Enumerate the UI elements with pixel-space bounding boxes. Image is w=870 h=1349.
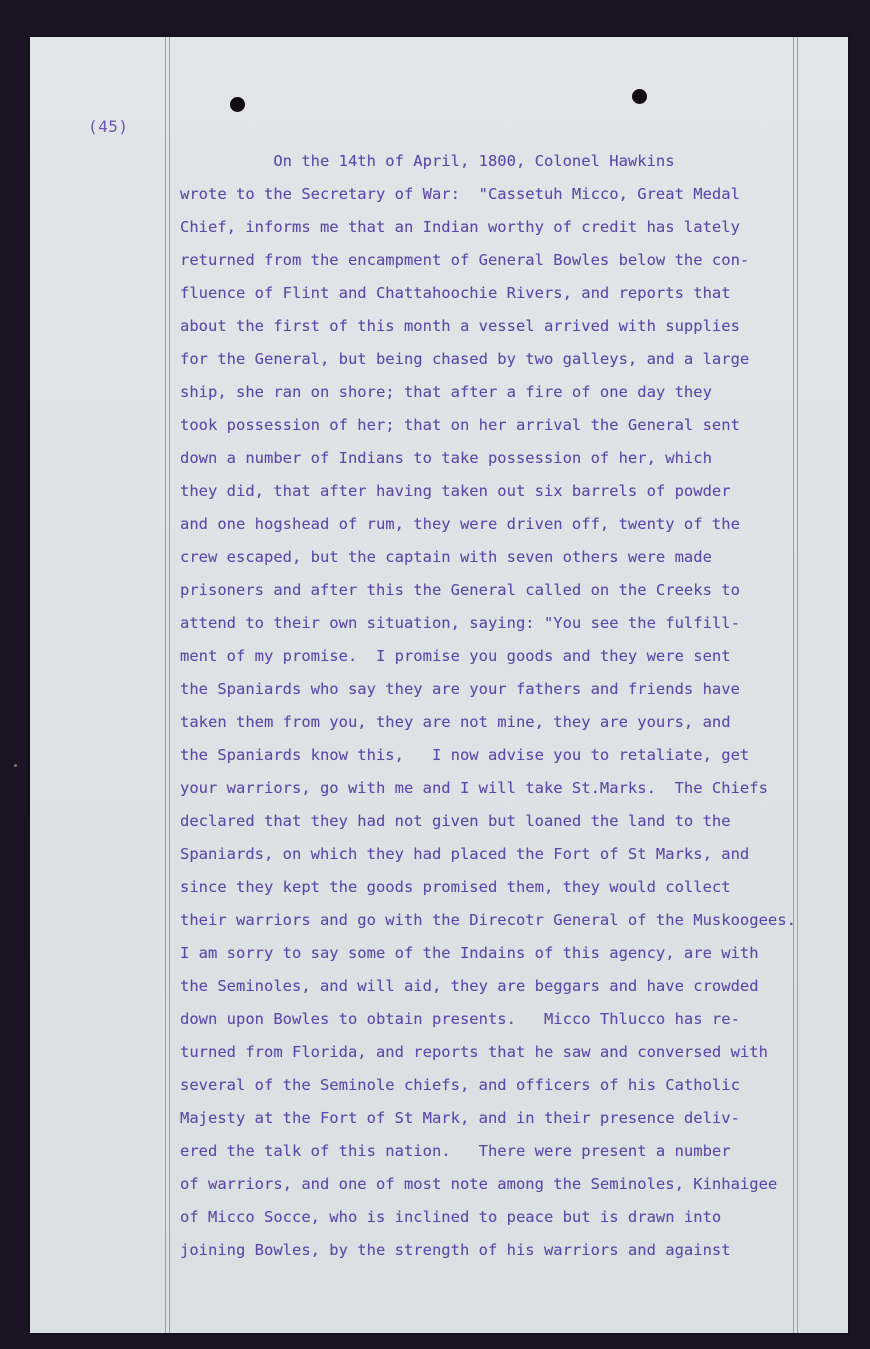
text-line: ered the talk of this nation. There were present a number xyxy=(180,1142,731,1160)
text-line: several of the Seminole chiefs, and officers of his Catholic xyxy=(180,1076,740,1094)
scan-speck xyxy=(14,764,17,767)
text-line: On the 14th of April, 1800, Colonel Hawkins xyxy=(180,152,675,170)
typed-page xyxy=(30,37,848,1333)
text-line: of warriors, and one of most note among the Seminoles, Kinhaigee xyxy=(180,1175,778,1193)
text-line: of Micco Socce, who is inclined to peace but is drawn into xyxy=(180,1208,722,1226)
text-line: joining Bowles, by the strength of his warriors and against xyxy=(180,1241,731,1259)
text-line: down upon Bowles to obtain presents. Micco Thlucco has re- xyxy=(180,1010,740,1028)
text-line: ship, she ran on shore; that after a fire of one day they xyxy=(180,383,712,401)
text-line: returned from the encampment of General Bowles below the con- xyxy=(180,251,750,269)
left-margin-rule xyxy=(165,37,166,1333)
punch-hole-left xyxy=(230,97,245,112)
typed-text-body xyxy=(180,145,870,1267)
text-line: and one hogshead of rum, they were driven off, twenty of the xyxy=(180,515,740,533)
text-line: taken them from you, they are not mine, they are yours, and xyxy=(180,713,731,731)
text-line: crew escaped, but the captain with seven others were made xyxy=(180,548,712,566)
text-line: the Spaniards who say they are your fathers and friends have xyxy=(180,680,740,698)
text-line: fluence of Flint and Chattahoochie Rivers, and reports that xyxy=(180,284,731,302)
text-line: ment of my promise. I promise you goods and they were sent xyxy=(180,647,731,665)
text-line: their warriors and go with the Direcotr General of the Muskoogees. xyxy=(180,911,796,929)
text-line: down a number of Indians to take possession of her, which xyxy=(180,449,712,467)
text-line: wrote to the Secretary of War: "Cassetuh Micco, Great Medal xyxy=(180,185,740,203)
text-line: your warriors, go with me and I will take St.Marks. The Chiefs xyxy=(180,779,768,797)
text-line: attend to their own situation, saying: "You see the fulfill- xyxy=(180,614,740,632)
text-line: since they kept the goods promised them, they would collect xyxy=(180,878,731,896)
left-margin-rule-inner xyxy=(169,37,170,1333)
text-line: the Seminoles, and will aid, they are beggars and have crowded xyxy=(180,977,759,995)
text-line: turned from Florida, and reports that he saw and conversed with xyxy=(180,1043,768,1061)
text-line: the Spaniards know this, I now advise you to retaliate, get xyxy=(180,746,750,764)
page-number: (45) xyxy=(88,117,129,136)
text-line: they did, that after having taken out six barrels of powder xyxy=(180,482,731,500)
text-line: Majesty at the Fort of St Mark, and in their presence deliv- xyxy=(180,1109,740,1127)
text-line: about the first of this month a vessel arrived with supplies xyxy=(180,317,740,335)
text-line: Chief, informs me that an Indian worthy of credit has lately xyxy=(180,218,740,236)
punch-hole-right xyxy=(632,89,647,104)
text-line: I am sorry to say some of the Indains of this agency, are with xyxy=(180,944,759,962)
text-line: took possession of her; that on her arrival the General sent xyxy=(180,416,740,434)
text-line: declared that they had not given but loaned the land to the xyxy=(180,812,731,830)
text-line: prisoners and after this the General called on the Creeks to xyxy=(180,581,740,599)
text-line: Spaniards, on which they had placed the Fort of St Marks, and xyxy=(180,845,750,863)
text-line: for the General, but being chased by two galleys, and a large xyxy=(180,350,750,368)
